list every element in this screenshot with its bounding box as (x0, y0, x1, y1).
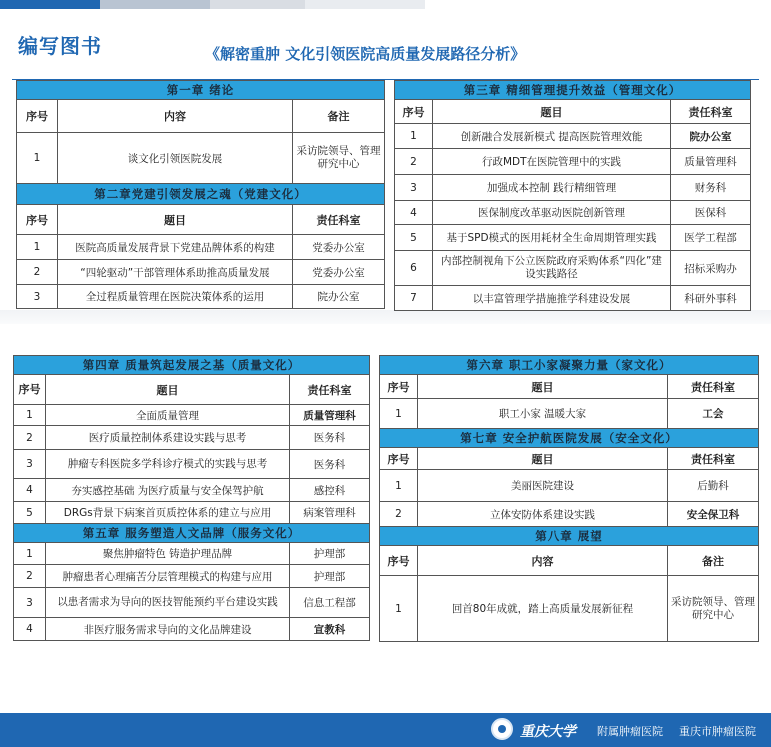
row-index: 1 (380, 576, 418, 642)
row-topic: 立体安防体系建设实践 (418, 502, 668, 527)
col-header-index: 序号 (17, 205, 58, 235)
row-topic: 回首80年成就，踏上高质量发展新征程 (418, 576, 668, 642)
row-department: 质量管理科 (290, 405, 370, 426)
row-topic: 基于SPD模式的医用耗材全生命周期管理实践 (433, 225, 671, 251)
row-index: 1 (14, 543, 46, 565)
row-index: 2 (17, 260, 58, 285)
row-department: 安全保卫科 (668, 502, 759, 527)
university-emblem-icon (491, 718, 513, 740)
row-note: 采访院领导、管理研究中心 (668, 576, 759, 642)
page-heading: 编写图书 (18, 34, 102, 58)
row-index: 7 (395, 286, 433, 311)
col-header-topic: 题目 (418, 448, 668, 470)
row-index: 2 (395, 149, 433, 175)
footer-university: 重庆大学 (520, 724, 576, 740)
row-department: 医保科 (671, 201, 751, 225)
row-topic: 肿瘤患者心理痛苦分层管理模式的构建与应用 (46, 565, 290, 588)
col-header-index: 序号 (380, 375, 418, 399)
row-department: 后勤科 (668, 470, 759, 502)
row-index: 3 (17, 285, 58, 309)
chapter-5-title: 第五章 服务塑造人文品牌（服务文化） (14, 524, 370, 543)
row-department: 护理部 (290, 543, 370, 565)
table-chapters-6-8 (379, 355, 759, 642)
row-index: 1 (380, 470, 418, 502)
footer-affiliate: 附属肿瘤医院 (597, 725, 663, 738)
row-index: 1 (380, 399, 418, 429)
chapter-1-title: 第一章 绪论 (17, 81, 385, 100)
row-index: 3 (14, 588, 46, 618)
row-index: 5 (395, 225, 433, 251)
row-topic: 医院高质量发展背景下党建品牌体系的构建 (58, 235, 293, 260)
row-index: 3 (395, 175, 433, 201)
col-header-content: 内容 (58, 100, 293, 133)
row-index: 2 (380, 502, 418, 527)
table-chapter-3 (394, 80, 751, 311)
top-color-bar (0, 0, 771, 9)
row-department: 科研外事科 (671, 286, 751, 311)
col-header-note: 备注 (293, 100, 385, 133)
row-index: 1 (17, 133, 58, 184)
row-topic: 聚焦肿瘤特色 铸造护理品牌 (46, 543, 290, 565)
chapter-3-title: 第三章 精细管理提升效益（管理文化） (395, 81, 751, 100)
row-department: 党委办公室 (293, 235, 385, 260)
row-department: 医务科 (290, 426, 370, 450)
row-index: 2 (14, 565, 46, 588)
table-chapters-4-5 (13, 355, 370, 641)
row-topic: 非医疗服务需求导向的文化品牌建设 (46, 618, 290, 641)
row-topic: 肿瘤专科医院多学科诊疗模式的实践与思考 (46, 450, 290, 479)
row-topic: 职工小家 温暖大家 (418, 399, 668, 429)
col-header-topic: 题目 (58, 205, 293, 235)
col-header-department: 责任科室 (668, 375, 759, 399)
chapter-8-title: 第八章 展望 (380, 527, 759, 546)
col-header-topic: 题目 (418, 375, 668, 399)
row-topic: 以患者需求为导向的医技智能预约平台建设实践 (46, 588, 290, 618)
row-index: 4 (14, 618, 46, 641)
row-department: 工会 (668, 399, 759, 429)
row-index: 2 (14, 426, 46, 450)
col-header-index: 序号 (395, 100, 433, 124)
row-topic: DRGs背景下病案首页质控体系的建立与应用 (46, 502, 290, 524)
col-header-department: 责任科室 (293, 205, 385, 235)
row-index: 1 (17, 235, 58, 260)
row-topic: 全过程质量管理在医院决策体系的运用 (58, 285, 293, 309)
chapter-7-title: 第七章 安全护航医院发展（安全文化） (380, 429, 759, 448)
col-header-department: 责任科室 (290, 375, 370, 405)
row-department: 宣教科 (290, 618, 370, 641)
row-department: 党委办公室 (293, 260, 385, 285)
row-topic: 医保制度改革驱动医院创新管理 (433, 201, 671, 225)
col-header-department: 责任科室 (671, 100, 751, 124)
row-department: 信息工程部 (290, 588, 370, 618)
section-divider-band (0, 310, 771, 324)
row-department: 护理部 (290, 565, 370, 588)
row-index: 1 (14, 405, 46, 426)
row-topic: 医疗质量控制体系建设实践与思考 (46, 426, 290, 450)
col-header-topic: 题目 (433, 100, 671, 124)
row-department: 财务科 (671, 175, 751, 201)
row-index: 1 (395, 124, 433, 149)
row-department: 院办公室 (293, 285, 385, 309)
col-header-note: 备注 (668, 546, 759, 576)
row-index: 5 (14, 502, 46, 524)
col-header-index: 序号 (380, 448, 418, 470)
row-department: 院办公室 (671, 124, 751, 149)
chapter-2-title: 第二章党建引领发展之魂（党建文化） (17, 184, 385, 205)
col-header-department: 责任科室 (668, 448, 759, 470)
row-topic: 加强成本控制 践行精细管理 (433, 175, 671, 201)
chapter-6-title: 第六章 职工小家凝聚力量（家文化） (380, 356, 759, 375)
col-header-topic: 题目 (46, 375, 290, 405)
col-header-content: 内容 (418, 546, 668, 576)
table-chapters-1-2 (16, 80, 385, 309)
book-title: 《解密重肿 文化引领医院高质量发展路径分析》 (205, 45, 526, 63)
row-index: 4 (395, 201, 433, 225)
col-header-index: 序号 (14, 375, 46, 405)
row-department: 质量管理科 (671, 149, 751, 175)
row-topic: 美丽医院建设 (418, 470, 668, 502)
row-department: 招标采购办 (671, 251, 751, 286)
row-topic: 谈文化引领医院发展 (58, 133, 293, 184)
row-topic: 全面质量管理 (46, 405, 290, 426)
row-index: 4 (14, 479, 46, 502)
footer-hospital: 重庆市肿瘤医院 (679, 725, 756, 738)
row-department: 病案管理科 (290, 502, 370, 524)
row-index: 3 (14, 450, 46, 479)
row-department: 医务科 (290, 450, 370, 479)
row-topic: 行政MDT在医院管理中的实践 (433, 149, 671, 175)
row-topic: 创新融合发展新模式 提高医院管理效能 (433, 124, 671, 149)
row-department: 感控科 (290, 479, 370, 502)
row-topic: 内部控制视角下公立医院政府采购体系“四化”建设实践路径 (433, 251, 671, 286)
row-topic: 夯实感控基础 为医疗质量与安全保驾护航 (46, 479, 290, 502)
row-department: 医学工程部 (671, 225, 751, 251)
chapter-4-title: 第四章 质量筑起发展之基（质量文化） (14, 356, 370, 375)
col-header-index: 序号 (380, 546, 418, 576)
row-topic: “四轮驱动”干部管理体系助推高质量发展 (58, 260, 293, 285)
row-topic: 以丰富管理学措施推学科建设发展 (433, 286, 671, 311)
row-note: 采访院领导、管理研究中心 (293, 133, 385, 184)
col-header-index: 序号 (17, 100, 58, 133)
row-index: 6 (395, 251, 433, 286)
